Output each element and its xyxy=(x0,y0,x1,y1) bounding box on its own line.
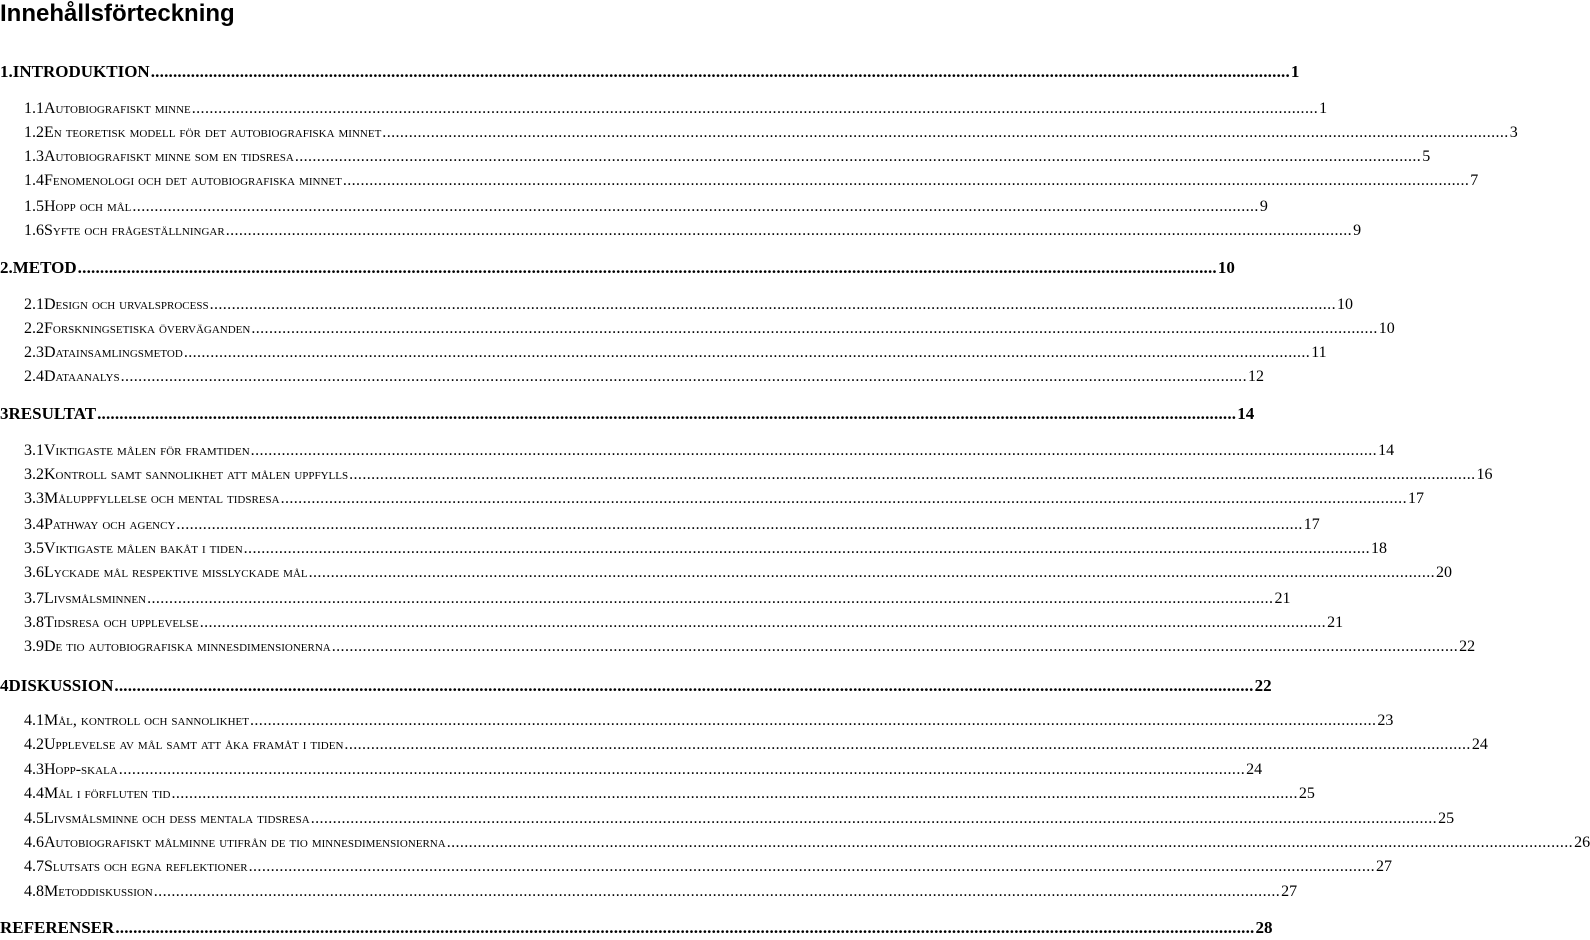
entry-title: Hopp och mål xyxy=(44,198,132,215)
entry-title: Datainsamlingsmetod xyxy=(44,344,183,361)
entry-page-number: 24 xyxy=(1246,761,1263,778)
dot-leader xyxy=(184,342,1310,364)
toc-entry-3-9[interactable] xyxy=(0,636,1476,658)
entry-number: 4.3 xyxy=(24,761,44,778)
page-title: Innehållsförteckning xyxy=(0,0,235,27)
entry-number: 4.6 xyxy=(24,834,44,851)
entry-number: 2. xyxy=(0,258,13,277)
entry-number: 2.1 xyxy=(24,296,44,313)
entry-number: 1.4 xyxy=(24,172,44,189)
entry-page-number: 25 xyxy=(1298,785,1315,802)
entry-page-number: 11 xyxy=(1311,344,1327,361)
entry-title: Fenomenologi och det autobiografiska minnet xyxy=(44,172,342,189)
entry-number: 3.3 xyxy=(24,490,44,507)
entry-title: En teoretisk modell för det autobiografiska minnet xyxy=(44,124,382,141)
toc-entry-2-2[interactable] xyxy=(0,318,1395,340)
entry-number: 3.7 xyxy=(24,590,44,607)
entry-page-number: 1 xyxy=(1319,100,1328,117)
toc-entry-2-3[interactable] xyxy=(0,342,1327,364)
entry-number: 4 xyxy=(0,676,9,695)
toc-entry-1-5[interactable] xyxy=(0,196,1268,218)
dot-leader xyxy=(78,256,1217,280)
dot-leader xyxy=(349,464,1475,486)
entry-number: 1.3 xyxy=(24,148,44,165)
toc-entry-1-3[interactable] xyxy=(0,146,1431,168)
dot-leader xyxy=(251,318,1377,340)
toc-entry-chapter-4[interactable] xyxy=(0,674,1272,698)
entry-page-number: 18 xyxy=(1371,540,1388,557)
toc-entry-4-3[interactable] xyxy=(0,759,1263,781)
entry-title: INTRODUKTION xyxy=(12,62,150,81)
dot-leader xyxy=(97,402,1236,426)
entry-page-number: 10 xyxy=(1336,296,1353,313)
entry-title: Design och urvalsprocess xyxy=(44,296,209,313)
entry-title: Upplevelse av mål samt att åka framåt i tiden xyxy=(44,736,344,753)
dot-leader xyxy=(244,538,1370,560)
entry-page-number: 22 xyxy=(1459,638,1476,655)
dot-leader xyxy=(343,170,1469,192)
toc-entry-1-1[interactable] xyxy=(0,98,1328,120)
entry-title: METOD xyxy=(12,258,77,277)
entry-title: Pathway och agency xyxy=(44,516,176,533)
dot-leader xyxy=(154,881,1280,903)
entry-page-number: 21 xyxy=(1327,614,1344,631)
entry-number: 3.8 xyxy=(24,614,44,631)
entry-number: 3.9 xyxy=(24,638,44,655)
entry-number: 4.7 xyxy=(24,858,44,875)
entry-page-number: 3 xyxy=(1509,124,1518,141)
entry-page-number: 12 xyxy=(1247,368,1264,385)
entry-title: De tio autobiografiska minnesdimensionerna xyxy=(44,638,331,655)
entry-number: 4.4 xyxy=(24,785,44,802)
entry-page-number: 1 xyxy=(1290,62,1300,81)
entry-page-number: 27 xyxy=(1281,883,1298,900)
entry-page-number: 27 xyxy=(1376,858,1393,875)
entry-page-number: 22 xyxy=(1254,676,1272,695)
entry-page-number: 28 xyxy=(1255,918,1273,937)
entry-page-number: 9 xyxy=(1353,222,1362,239)
entry-title: Slutsats och egna reflektioner xyxy=(44,858,248,875)
toc-entry-4-8[interactable] xyxy=(0,881,1298,903)
entry-number: 2.2 xyxy=(24,320,44,337)
dot-leader xyxy=(447,832,1573,854)
entry-number: 3.2 xyxy=(24,466,44,483)
dot-leader xyxy=(200,612,1326,634)
dot-leader xyxy=(251,440,1377,462)
toc-entry-1-6[interactable] xyxy=(0,220,1362,242)
entry-title: RESULTAT xyxy=(8,404,97,423)
dot-leader xyxy=(226,220,1352,242)
toc-entry-3-2[interactable] xyxy=(0,464,1493,486)
dot-leader xyxy=(171,783,1297,805)
entry-page-number: 17 xyxy=(1303,516,1320,533)
entry-page-number: 7 xyxy=(1470,172,1479,189)
entry-number: 3 xyxy=(0,404,9,423)
entry-number: 4.5 xyxy=(24,810,44,827)
entry-title: Viktigaste målen för framtiden xyxy=(44,442,250,459)
entry-title: Viktigaste målen bakåt i tiden xyxy=(44,540,243,557)
toc-entry-3-7[interactable] xyxy=(0,588,1291,610)
entry-title: Metoddiskussion xyxy=(44,883,153,900)
entry-title: Autobiografiskt minne som en tidsresa xyxy=(44,148,294,165)
toc-entry-4-5[interactable] xyxy=(0,808,1455,830)
toc-entry-2-1[interactable] xyxy=(0,294,1353,316)
entry-number: 1.2 xyxy=(24,124,44,141)
entry-title: Tidsresa och upplevelse xyxy=(44,614,199,631)
entry-title: Hopp-skala xyxy=(44,761,118,778)
entry-title: Syfte och frågeställningar xyxy=(44,222,225,239)
entry-page-number: 10 xyxy=(1217,258,1235,277)
toc-entry-referenser[interactable] xyxy=(0,916,1273,940)
entry-title: Mål i förfluten tid xyxy=(44,785,171,802)
entry-number: 2.3 xyxy=(24,344,44,361)
toc-entry-4-6[interactable] xyxy=(0,832,1590,854)
entry-number: 2.4 xyxy=(24,368,44,385)
entry-page-number: 14 xyxy=(1378,442,1395,459)
dot-leader xyxy=(250,710,1376,732)
dot-leader xyxy=(332,636,1458,658)
dot-leader xyxy=(147,588,1273,610)
entry-title: Forskningsetiska överväganden xyxy=(44,320,251,337)
dot-leader xyxy=(115,916,1254,940)
entry-title: REFERENSER xyxy=(0,918,115,937)
entry-page-number: 20 xyxy=(1436,564,1453,581)
toc-entry-1-2[interactable] xyxy=(0,122,1518,144)
entry-page-number: 17 xyxy=(1407,490,1424,507)
dot-leader xyxy=(344,734,1470,756)
entry-page-number: 24 xyxy=(1471,736,1488,753)
toc-entry-3-5[interactable] xyxy=(0,538,1388,560)
entry-number: 1.5 xyxy=(24,198,44,215)
entry-title: Kontroll samt sannolikhet att målen uppfylls xyxy=(44,466,349,483)
dot-leader xyxy=(309,562,1435,584)
toc-entry-chapter-3[interactable] xyxy=(0,402,1255,426)
entry-page-number: 14 xyxy=(1237,404,1255,423)
entry-number: 3.1 xyxy=(24,442,44,459)
dot-leader xyxy=(249,856,1375,878)
entry-number: 3.4 xyxy=(24,516,44,533)
entry-title: Mål, kontroll och sannolikhet xyxy=(44,712,249,729)
entry-page-number: 25 xyxy=(1438,810,1455,827)
dot-leader xyxy=(121,366,1247,388)
entry-page-number: 16 xyxy=(1476,466,1493,483)
entry-number: 3.6 xyxy=(24,564,44,581)
entry-title: Dataanalys xyxy=(44,368,120,385)
entry-page-number: 21 xyxy=(1274,590,1291,607)
dot-leader xyxy=(114,674,1253,698)
entry-title: Livsmålsminne och dess mentala tidsresa xyxy=(44,810,310,827)
entry-number: 4.1 xyxy=(24,712,44,729)
dot-leader xyxy=(151,60,1290,84)
dot-leader xyxy=(176,514,1302,536)
entry-number: 1.6 xyxy=(24,222,44,239)
toc-entry-3-3[interactable] xyxy=(0,488,1424,510)
toc-entry-4-1[interactable] xyxy=(0,710,1394,732)
dot-leader xyxy=(132,196,1258,218)
entry-page-number: 26 xyxy=(1574,834,1590,851)
entry-number: 1.1 xyxy=(24,100,44,117)
entry-title: Autobiografiskt målminne utifrån de tio minnesdimensionerna xyxy=(44,834,446,851)
toc-entry-2-4[interactable] xyxy=(0,366,1264,388)
entry-page-number: 5 xyxy=(1422,148,1431,165)
dot-leader xyxy=(382,122,1508,144)
entry-title: Måluppfyllelse och mental tidsresa xyxy=(44,490,280,507)
entry-number: 4.8 xyxy=(24,883,44,900)
dot-leader xyxy=(119,759,1245,781)
toc-entry-4-2[interactable] xyxy=(0,734,1488,756)
toc-entry-3-1[interactable] xyxy=(0,440,1395,462)
entry-number: 3.5 xyxy=(24,540,44,557)
toc-entry-3-8[interactable] xyxy=(0,612,1344,634)
entry-title: Autobiografiskt minne xyxy=(44,100,191,117)
entry-title: Livsmålsminnen xyxy=(44,590,147,607)
toc-entry-1-4[interactable] xyxy=(0,170,1479,192)
dot-leader xyxy=(295,146,1421,168)
entry-number: 1. xyxy=(0,62,13,81)
toc-entry-4-7[interactable] xyxy=(0,856,1393,878)
toc-entry-4-4[interactable] xyxy=(0,783,1315,805)
entry-number: 4.2 xyxy=(24,736,44,753)
entry-title: Lyckade mål respektive misslyckade mål xyxy=(44,564,308,581)
dot-leader xyxy=(311,808,1437,830)
toc-entry-chapter-2[interactable] xyxy=(0,256,1235,280)
dot-leader xyxy=(210,294,1336,316)
entry-page-number: 23 xyxy=(1377,712,1394,729)
toc-entry-3-4[interactable] xyxy=(0,514,1320,536)
entry-page-number: 10 xyxy=(1378,320,1395,337)
dot-leader xyxy=(192,98,1318,120)
toc-entry-3-6[interactable] xyxy=(0,562,1453,584)
toc-entry-chapter-1[interactable] xyxy=(0,60,1300,84)
dot-leader xyxy=(281,488,1407,510)
entry-title: DISKUSSION xyxy=(8,676,114,695)
entry-page-number: 9 xyxy=(1259,198,1268,215)
